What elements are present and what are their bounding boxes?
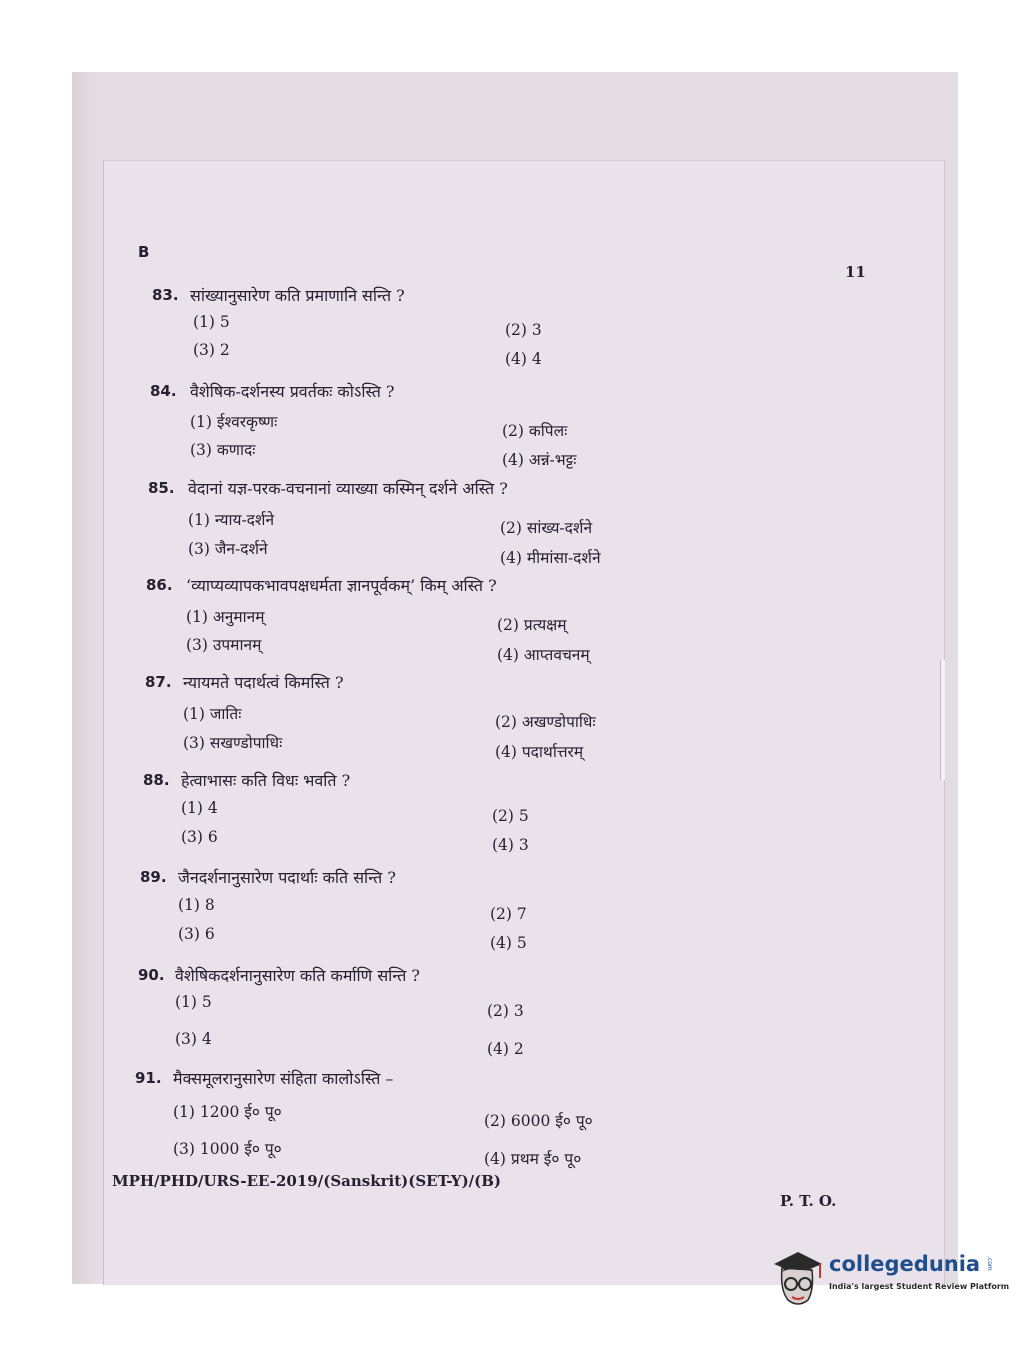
question-text: वेदानां यज्ञ-परक-वचनानां व्याख्या कस्मिन् दर्शने अस्ति ? bbox=[188, 479, 508, 498]
answer-option: (1) जातिः bbox=[183, 705, 242, 723]
answer-option: (3) 6 bbox=[181, 828, 218, 846]
question-text: जैनदर्शनानुसारेण पदार्थाः कति सन्ति ? bbox=[178, 868, 396, 887]
question-text: मैक्समूलरानुसारेण संहिता कालोऽस्ति – bbox=[173, 1069, 394, 1088]
collegedunia-logo bbox=[768, 1246, 1010, 1316]
answer-option: (4) पदार्थात्तरम् bbox=[495, 743, 584, 761]
answer-option: (3) 6 bbox=[178, 925, 215, 943]
question-number: 88. bbox=[143, 771, 170, 789]
answer-option: (3) उपमानम् bbox=[186, 636, 262, 654]
answer-option: (4) 3 bbox=[492, 836, 529, 854]
answer-option: (2) 3 bbox=[505, 321, 542, 339]
answer-option: (2) 6000 ई० पू० bbox=[484, 1112, 593, 1130]
paper-code-footer: MPH/PHD/URS-EE-2019/(Sanskrit)(SET-Y)/(B) bbox=[112, 1172, 502, 1190]
question-number: 89. bbox=[140, 868, 167, 886]
page-number: 11 bbox=[845, 263, 866, 281]
answer-option: (1) 5 bbox=[193, 313, 230, 331]
answer-option: (2) कपिलः bbox=[502, 422, 568, 440]
answer-option: (4) 2 bbox=[487, 1040, 524, 1058]
question-number: 91. bbox=[135, 1069, 162, 1087]
answer-option: (2) प्रत्यक्षम् bbox=[497, 616, 567, 634]
answer-option: (3) जैन-दर्शने bbox=[188, 540, 268, 558]
answer-option: (4) अन्नं-भट्टः bbox=[502, 451, 577, 469]
logo-domain-suffix: .com bbox=[986, 1256, 993, 1271]
answer-option: (2) अखण्डोपाधिः bbox=[495, 713, 596, 731]
answer-option: (2) सांख्य-दर्शने bbox=[500, 519, 593, 537]
question-text: वैशेषिकदर्शनानुसारेण कति कर्माणि सन्ति ? bbox=[175, 966, 421, 985]
question-text: न्यायमते पदार्थत्वं किमस्ति ? bbox=[183, 673, 344, 692]
scan-edge-shadow bbox=[72, 72, 102, 1284]
pto-label: P. T. O. bbox=[780, 1192, 837, 1210]
answer-option: (3) 1000 ई० पू० bbox=[173, 1140, 282, 1158]
question-text: वैशेषिक-दर्शनस्य प्रवर्तकः कोऽस्ति ? bbox=[190, 382, 395, 401]
question-number: 85. bbox=[148, 479, 175, 497]
answer-option: (3) 2 bbox=[193, 341, 230, 359]
question-text: ‘व्याप्यव्यापकभावपक्षधर्मता ज्ञानपूर्वकम्’ किम् अस्ति ? bbox=[186, 576, 497, 595]
answer-option: (1) अनुमानम् bbox=[186, 608, 265, 626]
logo-wordmark: collegedunia bbox=[829, 1252, 981, 1276]
question-number: 87. bbox=[145, 673, 172, 691]
answer-option: (4) मीमांसा-दर्शने bbox=[500, 549, 601, 567]
answer-option: (1) 5 bbox=[175, 993, 212, 1011]
answer-option: (1) 4 bbox=[181, 799, 218, 817]
answer-option: (4) 5 bbox=[490, 934, 527, 952]
question-number: 86. bbox=[146, 576, 173, 594]
answer-option: (1) 1200 ई० पू० bbox=[173, 1103, 282, 1121]
question-text: सांख्यानुसारेण कति प्रमाणानि सन्ति ? bbox=[190, 286, 405, 305]
answer-option: (1) ईश्वरकृष्णः bbox=[190, 413, 278, 431]
question-number: 90. bbox=[138, 966, 165, 984]
question-number: 83. bbox=[152, 286, 179, 304]
answer-option: (2) 7 bbox=[490, 905, 527, 923]
question-number: 84. bbox=[150, 382, 177, 400]
answer-option: (3) कणादः bbox=[190, 441, 256, 459]
answer-option: (4) आप्तवचनम् bbox=[497, 646, 590, 664]
graduate-face-icon bbox=[768, 1250, 824, 1310]
set-letter: B bbox=[138, 243, 150, 261]
answer-option: (3) सखण्डोपाधिः bbox=[183, 734, 283, 752]
paper-edge-mark bbox=[940, 660, 945, 780]
answer-option: (1) 8 bbox=[178, 896, 215, 914]
question-text: हेत्वाभासः कति विधः भवति ? bbox=[181, 771, 351, 790]
answer-option: (3) 4 bbox=[175, 1030, 212, 1048]
answer-option: (4) प्रथम ई० पू० bbox=[484, 1150, 582, 1168]
answer-option: (2) 5 bbox=[492, 807, 529, 825]
answer-option: (1) न्याय-दर्शने bbox=[188, 511, 275, 529]
answer-option: (4) 4 bbox=[505, 350, 542, 368]
logo-tagline: India's largest Student Review Platform bbox=[829, 1282, 1010, 1291]
answer-option: (2) 3 bbox=[487, 1002, 524, 1020]
